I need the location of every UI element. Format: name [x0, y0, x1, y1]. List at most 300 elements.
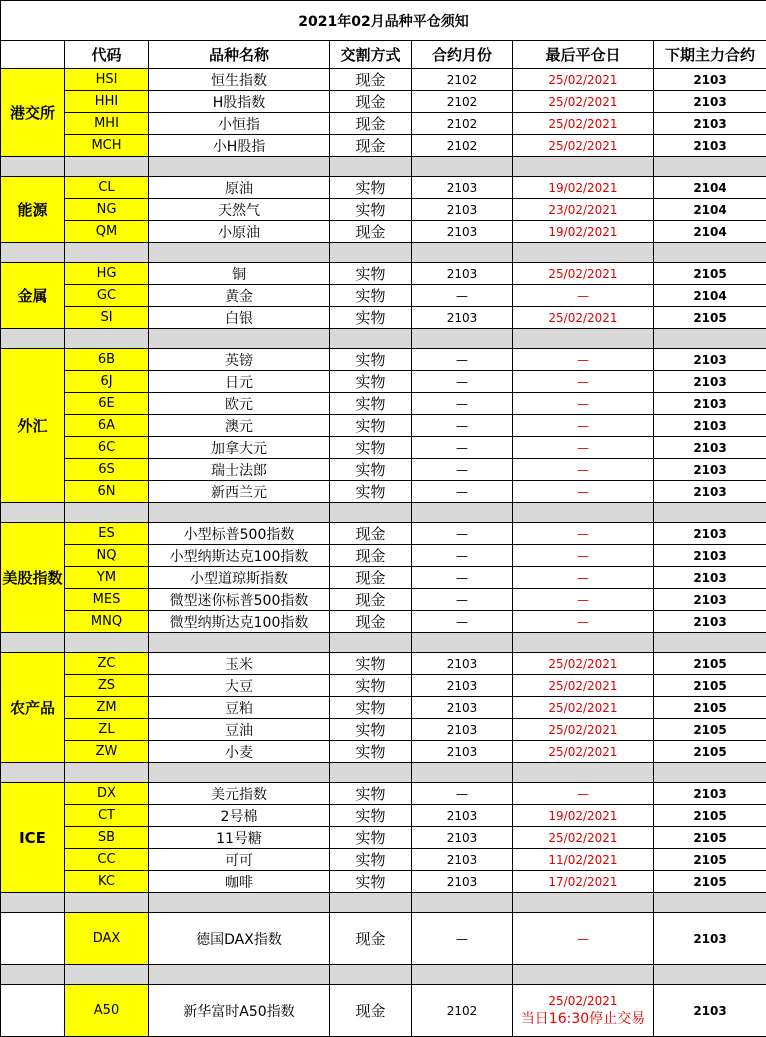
- last-close-date: 25/02/2021: [513, 827, 654, 849]
- delivery-method: 实物: [330, 371, 412, 393]
- next-main-contract: 2103: [654, 913, 766, 965]
- contract-month: —: [412, 611, 513, 633]
- delivery-method: 现金: [330, 589, 412, 611]
- product-code: NG: [65, 199, 149, 221]
- product-code: A50: [65, 985, 149, 1037]
- table-row: [1, 349, 766, 371]
- next-main-contract: 2105: [654, 675, 766, 697]
- product-code: 6C: [65, 437, 149, 459]
- product-code: ZW: [65, 741, 149, 763]
- product-name: 大豆: [149, 675, 330, 697]
- separator-cell: [654, 329, 766, 349]
- table-row: [1, 567, 766, 589]
- product-code: GC: [65, 285, 149, 307]
- separator-cell: [412, 503, 513, 523]
- delivery-method: 现金: [330, 523, 412, 545]
- last-close-date: 25/02/2021: [513, 653, 654, 675]
- separator-cell: [654, 633, 766, 653]
- product-code: YM: [65, 567, 149, 589]
- delivery-method: 实物: [330, 783, 412, 805]
- delivery-method: 现金: [330, 69, 412, 91]
- delivery-method: 实物: [330, 675, 412, 697]
- separator-cell: [149, 157, 330, 177]
- contract-month: 2103: [412, 827, 513, 849]
- separator-cell: [330, 633, 412, 653]
- separator-cell: [65, 893, 149, 913]
- next-main-contract: 2103: [654, 523, 766, 545]
- product-name: H股指数: [149, 91, 330, 113]
- last-close-date: —: [513, 611, 654, 633]
- next-main-contract: 2103: [654, 393, 766, 415]
- separator-cell: [513, 329, 654, 349]
- last-close-date: 23/02/2021: [513, 199, 654, 221]
- delivery-method: 现金: [330, 913, 412, 965]
- product-name: 欧元: [149, 393, 330, 415]
- header-product-name: 品种名称: [149, 41, 330, 69]
- table-row: [1, 985, 766, 1037]
- last-close-date: —: [513, 371, 654, 393]
- separator-cell: [330, 763, 412, 783]
- group-label: 能源: [1, 177, 65, 243]
- separator-cell: [513, 893, 654, 913]
- table-row: [1, 135, 766, 157]
- separator-cell: [654, 503, 766, 523]
- table-row: [1, 805, 766, 827]
- product-code: 6J: [65, 371, 149, 393]
- separator-row: [1, 503, 766, 523]
- table-row: [1, 523, 766, 545]
- separator-cell: [1, 893, 65, 913]
- group-label: ICE: [1, 783, 65, 893]
- table-row: [1, 263, 766, 285]
- separator-cell: [513, 243, 654, 263]
- contract-month: 2103: [412, 741, 513, 763]
- table-row: [1, 307, 766, 329]
- table-row: [1, 69, 766, 91]
- product-name: 可可: [149, 849, 330, 871]
- product-name: 新西兰元: [149, 481, 330, 503]
- separator-cell: [330, 243, 412, 263]
- separator-cell: [1, 965, 65, 985]
- table-row: [1, 871, 766, 893]
- product-code: DX: [65, 783, 149, 805]
- delivery-method: 实物: [330, 871, 412, 893]
- table-row: [1, 545, 766, 567]
- separator-cell: [1, 157, 65, 177]
- separator-cell: [513, 965, 654, 985]
- separator-cell: [65, 503, 149, 523]
- table-row: [1, 459, 766, 481]
- table-row: [1, 653, 766, 675]
- last-close-date: —: [513, 523, 654, 545]
- product-code: MES: [65, 589, 149, 611]
- next-main-contract: 2104: [654, 199, 766, 221]
- next-main-contract: 2105: [654, 805, 766, 827]
- table-row: [1, 675, 766, 697]
- delivery-method: 实物: [330, 653, 412, 675]
- table-row: [1, 199, 766, 221]
- group-label: [1, 913, 65, 965]
- separator-cell: [412, 965, 513, 985]
- header-group: [1, 41, 65, 69]
- contract-month: 2103: [412, 871, 513, 893]
- contract-month: 2103: [412, 177, 513, 199]
- product-name: 微型纳斯达克100指数: [149, 611, 330, 633]
- product-code: NQ: [65, 545, 149, 567]
- product-name: 美元指数: [149, 783, 330, 805]
- contract-month: 2103: [412, 805, 513, 827]
- contract-month: 2103: [412, 263, 513, 285]
- delivery-method: 现金: [330, 113, 412, 135]
- header-next-main-contract: 下期主力合约: [654, 41, 766, 69]
- separator-cell: [1, 763, 65, 783]
- group-label: 美股指数: [1, 523, 65, 633]
- separator-row: [1, 329, 766, 349]
- separator-cell: [412, 329, 513, 349]
- delivery-method: 实物: [330, 697, 412, 719]
- product-code: HSI: [65, 69, 149, 91]
- next-main-contract: 2105: [654, 263, 766, 285]
- contract-month: —: [412, 437, 513, 459]
- last-close-date: 25/02/2021: [513, 91, 654, 113]
- next-main-contract: 2103: [654, 481, 766, 503]
- separator-cell: [412, 157, 513, 177]
- delivery-method: 现金: [330, 135, 412, 157]
- product-code: ZM: [65, 697, 149, 719]
- separator-cell: [65, 965, 149, 985]
- contract-month: 2102: [412, 69, 513, 91]
- separator-cell: [654, 243, 766, 263]
- last-close-date: —: [513, 349, 654, 371]
- group-label: 农产品: [1, 653, 65, 763]
- next-main-contract: 2104: [654, 285, 766, 307]
- last-close-date: —: [513, 393, 654, 415]
- last-close-date: —: [513, 567, 654, 589]
- separator-cell: [65, 633, 149, 653]
- contract-month: —: [412, 589, 513, 611]
- last-close-date: 17/02/2021: [513, 871, 654, 893]
- delivery-method: 现金: [330, 91, 412, 113]
- product-name: 豆油: [149, 719, 330, 741]
- table-row: [1, 481, 766, 503]
- contract-month: 2103: [412, 719, 513, 741]
- group-label: 金属: [1, 263, 65, 329]
- contract-month: 2102: [412, 91, 513, 113]
- product-code: MCH: [65, 135, 149, 157]
- table-row: [1, 415, 766, 437]
- product-name: 微型迷你标普500指数: [149, 589, 330, 611]
- separator-cell: [412, 633, 513, 653]
- table-row: [1, 221, 766, 243]
- product-code: 6E: [65, 393, 149, 415]
- separator-cell: [330, 157, 412, 177]
- contract-month: 2102: [412, 135, 513, 157]
- contract-month: 2102: [412, 985, 513, 1037]
- product-code: QM: [65, 221, 149, 243]
- product-code: 6A: [65, 415, 149, 437]
- group-label: [1, 985, 65, 1037]
- table-row: [1, 741, 766, 763]
- contract-month: —: [412, 415, 513, 437]
- product-code: ZS: [65, 675, 149, 697]
- contract-month: —: [412, 481, 513, 503]
- separator-cell: [330, 329, 412, 349]
- separator-cell: [149, 503, 330, 523]
- product-name: 加拿大元: [149, 437, 330, 459]
- product-name: 小H股指: [149, 135, 330, 157]
- product-name: 咖啡: [149, 871, 330, 893]
- separator-cell: [149, 763, 330, 783]
- separator-row: [1, 633, 766, 653]
- next-main-contract: 2104: [654, 221, 766, 243]
- delivery-method: 实物: [330, 393, 412, 415]
- contract-month: 2103: [412, 307, 513, 329]
- product-name: 新华富时A50指数: [149, 985, 330, 1037]
- last-close-date: 11/02/2021: [513, 849, 654, 871]
- next-main-contract: 2103: [654, 611, 766, 633]
- last-close-date: 25/02/2021: [513, 697, 654, 719]
- last-close-note: 当日16:30停止交易: [513, 1008, 653, 1028]
- product-name: 恒生指数: [149, 69, 330, 91]
- last-close-date: 19/02/2021: [513, 805, 654, 827]
- product-name: 原油: [149, 177, 330, 199]
- product-code: ZL: [65, 719, 149, 741]
- contract-month: 2102: [412, 113, 513, 135]
- delivery-method: 实物: [330, 741, 412, 763]
- last-close-date: 19/02/2021: [513, 221, 654, 243]
- next-main-contract: 2103: [654, 371, 766, 393]
- product-name: 小型标普500指数: [149, 523, 330, 545]
- product-code: HG: [65, 263, 149, 285]
- product-name: 玉米: [149, 653, 330, 675]
- separator-cell: [412, 243, 513, 263]
- next-main-contract: 2103: [654, 349, 766, 371]
- table-row: [1, 285, 766, 307]
- delivery-method: 实物: [330, 481, 412, 503]
- next-main-contract: 2103: [654, 589, 766, 611]
- table-title: 2021年02月品种平仓须知: [1, 1, 766, 41]
- delivery-method: 实物: [330, 827, 412, 849]
- last-close-date: —: [513, 589, 654, 611]
- table-row: [1, 827, 766, 849]
- separator-cell: [149, 893, 330, 913]
- last-close-date: 25/02/2021: [513, 307, 654, 329]
- product-name: 黄金: [149, 285, 330, 307]
- group-label: 外汇: [1, 349, 65, 503]
- product-name: 小麦: [149, 741, 330, 763]
- header-row: [1, 41, 766, 69]
- separator-cell: [654, 965, 766, 985]
- next-main-contract: 2103: [654, 437, 766, 459]
- separator-cell: [330, 893, 412, 913]
- contract-month: —: [412, 545, 513, 567]
- contract-month: 2103: [412, 849, 513, 871]
- table-row: [1, 113, 766, 135]
- last-close-date: —: [513, 415, 654, 437]
- header-delivery-method: 交割方式: [330, 41, 412, 69]
- contract-month: 2103: [412, 697, 513, 719]
- separator-row: [1, 157, 766, 177]
- delivery-method: 现金: [330, 221, 412, 243]
- product-name: 小型道琼斯指数: [149, 567, 330, 589]
- last-close-date: 25/02/2021: [513, 741, 654, 763]
- separator-cell: [1, 243, 65, 263]
- header-last-close-date: 最后平仓日: [513, 41, 654, 69]
- delivery-method: 实物: [330, 415, 412, 437]
- next-main-contract: 2105: [654, 849, 766, 871]
- separator-cell: [149, 329, 330, 349]
- separator-cell: [412, 893, 513, 913]
- product-name: 天然气: [149, 199, 330, 221]
- last-close-date: —: [513, 783, 654, 805]
- separator-cell: [65, 243, 149, 263]
- next-main-contract: 2104: [654, 177, 766, 199]
- separator-cell: [65, 763, 149, 783]
- next-main-contract: 2105: [654, 741, 766, 763]
- next-main-contract: 2105: [654, 871, 766, 893]
- separator-cell: [330, 965, 412, 985]
- delivery-method: 实物: [330, 285, 412, 307]
- separator-cell: [149, 965, 330, 985]
- product-code: ES: [65, 523, 149, 545]
- contract-month: —: [412, 349, 513, 371]
- next-main-contract: 2103: [654, 783, 766, 805]
- product-code: CC: [65, 849, 149, 871]
- next-main-contract: 2103: [654, 985, 766, 1037]
- next-main-contract: 2105: [654, 827, 766, 849]
- table-row: [1, 849, 766, 871]
- product-name: 白银: [149, 307, 330, 329]
- contract-month: 2103: [412, 199, 513, 221]
- contract-month: —: [412, 459, 513, 481]
- separator-cell: [513, 157, 654, 177]
- separator-row: [1, 965, 766, 985]
- separator-cell: [654, 157, 766, 177]
- last-close-date: —: [513, 437, 654, 459]
- next-main-contract: 2103: [654, 113, 766, 135]
- separator-cell: [1, 633, 65, 653]
- separator-row: [1, 893, 766, 913]
- contract-month: —: [412, 371, 513, 393]
- product-name: 豆粕: [149, 697, 330, 719]
- delivery-method: 现金: [330, 985, 412, 1037]
- separator-cell: [65, 329, 149, 349]
- separator-cell: [513, 633, 654, 653]
- product-code: MNQ: [65, 611, 149, 633]
- table-row: [1, 589, 766, 611]
- product-code: KC: [65, 871, 149, 893]
- product-name: 铜: [149, 263, 330, 285]
- product-code: SI: [65, 307, 149, 329]
- next-main-contract: 2105: [654, 307, 766, 329]
- next-main-contract: 2103: [654, 545, 766, 567]
- next-main-contract: 2103: [654, 91, 766, 113]
- last-close-date: 25/02/2021: [513, 994, 653, 1008]
- separator-cell: [149, 633, 330, 653]
- delivery-method: 实物: [330, 849, 412, 871]
- delivery-method: 现金: [330, 611, 412, 633]
- table-row: [1, 913, 766, 965]
- table-row: [1, 783, 766, 805]
- contract-month: —: [412, 285, 513, 307]
- product-code: DAX: [65, 913, 149, 965]
- table-row: [1, 393, 766, 415]
- separator-cell: [1, 503, 65, 523]
- header-code: 代码: [65, 41, 149, 69]
- product-code: 6B: [65, 349, 149, 371]
- product-name: 瑞士法郎: [149, 459, 330, 481]
- separator-cell: [1, 329, 65, 349]
- separator-cell: [412, 763, 513, 783]
- product-name: 小恒指: [149, 113, 330, 135]
- delivery-method: 实物: [330, 199, 412, 221]
- separator-cell: [330, 503, 412, 523]
- header-contract-month: 合约月份: [412, 41, 513, 69]
- contract-month: 2103: [412, 221, 513, 243]
- separator-cell: [149, 243, 330, 263]
- separator-row: [1, 763, 766, 783]
- contract-month: —: [412, 913, 513, 965]
- last-close-date: 25/02/2021: [513, 263, 654, 285]
- delivery-method: 实物: [330, 307, 412, 329]
- last-close-date: —: [513, 481, 654, 503]
- last-close-date: 25/02/2021: [513, 135, 654, 157]
- delivery-method: 实物: [330, 177, 412, 199]
- delivery-method: 实物: [330, 459, 412, 481]
- table-row: [1, 437, 766, 459]
- product-code: CT: [65, 805, 149, 827]
- delivery-method: 实物: [330, 719, 412, 741]
- last-close-date-cell: [513, 985, 654, 1037]
- last-close-date: —: [513, 459, 654, 481]
- separator-cell: [513, 503, 654, 523]
- product-name: 小原油: [149, 221, 330, 243]
- product-code: MHI: [65, 113, 149, 135]
- next-main-contract: 2105: [654, 697, 766, 719]
- product-name: 2号棉: [149, 805, 330, 827]
- delivery-method: 实物: [330, 263, 412, 285]
- next-main-contract: 2105: [654, 719, 766, 741]
- product-code: 6N: [65, 481, 149, 503]
- contract-month: —: [412, 393, 513, 415]
- next-main-contract: 2103: [654, 135, 766, 157]
- delivery-method: 实物: [330, 437, 412, 459]
- last-close-date: 25/02/2021: [513, 113, 654, 135]
- table-row: [1, 177, 766, 199]
- product-code: ZC: [65, 653, 149, 675]
- separator-cell: [654, 763, 766, 783]
- delivery-method: 实物: [330, 805, 412, 827]
- product-name: 小型纳斯达克100指数: [149, 545, 330, 567]
- separator-row: [1, 243, 766, 263]
- separator-cell: [65, 157, 149, 177]
- last-close-date: 19/02/2021: [513, 177, 654, 199]
- product-name: 日元: [149, 371, 330, 393]
- separator-cell: [513, 763, 654, 783]
- product-name: 英镑: [149, 349, 330, 371]
- product-code: HHI: [65, 91, 149, 113]
- product-code: SB: [65, 827, 149, 849]
- delivery-method: 实物: [330, 349, 412, 371]
- contract-month: —: [412, 783, 513, 805]
- next-main-contract: 2105: [654, 653, 766, 675]
- product-code: CL: [65, 177, 149, 199]
- group-label: 港交所: [1, 69, 65, 157]
- product-name: 11号糖: [149, 827, 330, 849]
- product-name: 德国DAX指数: [149, 913, 330, 965]
- table-row: [1, 91, 766, 113]
- delivery-method: 现金: [330, 567, 412, 589]
